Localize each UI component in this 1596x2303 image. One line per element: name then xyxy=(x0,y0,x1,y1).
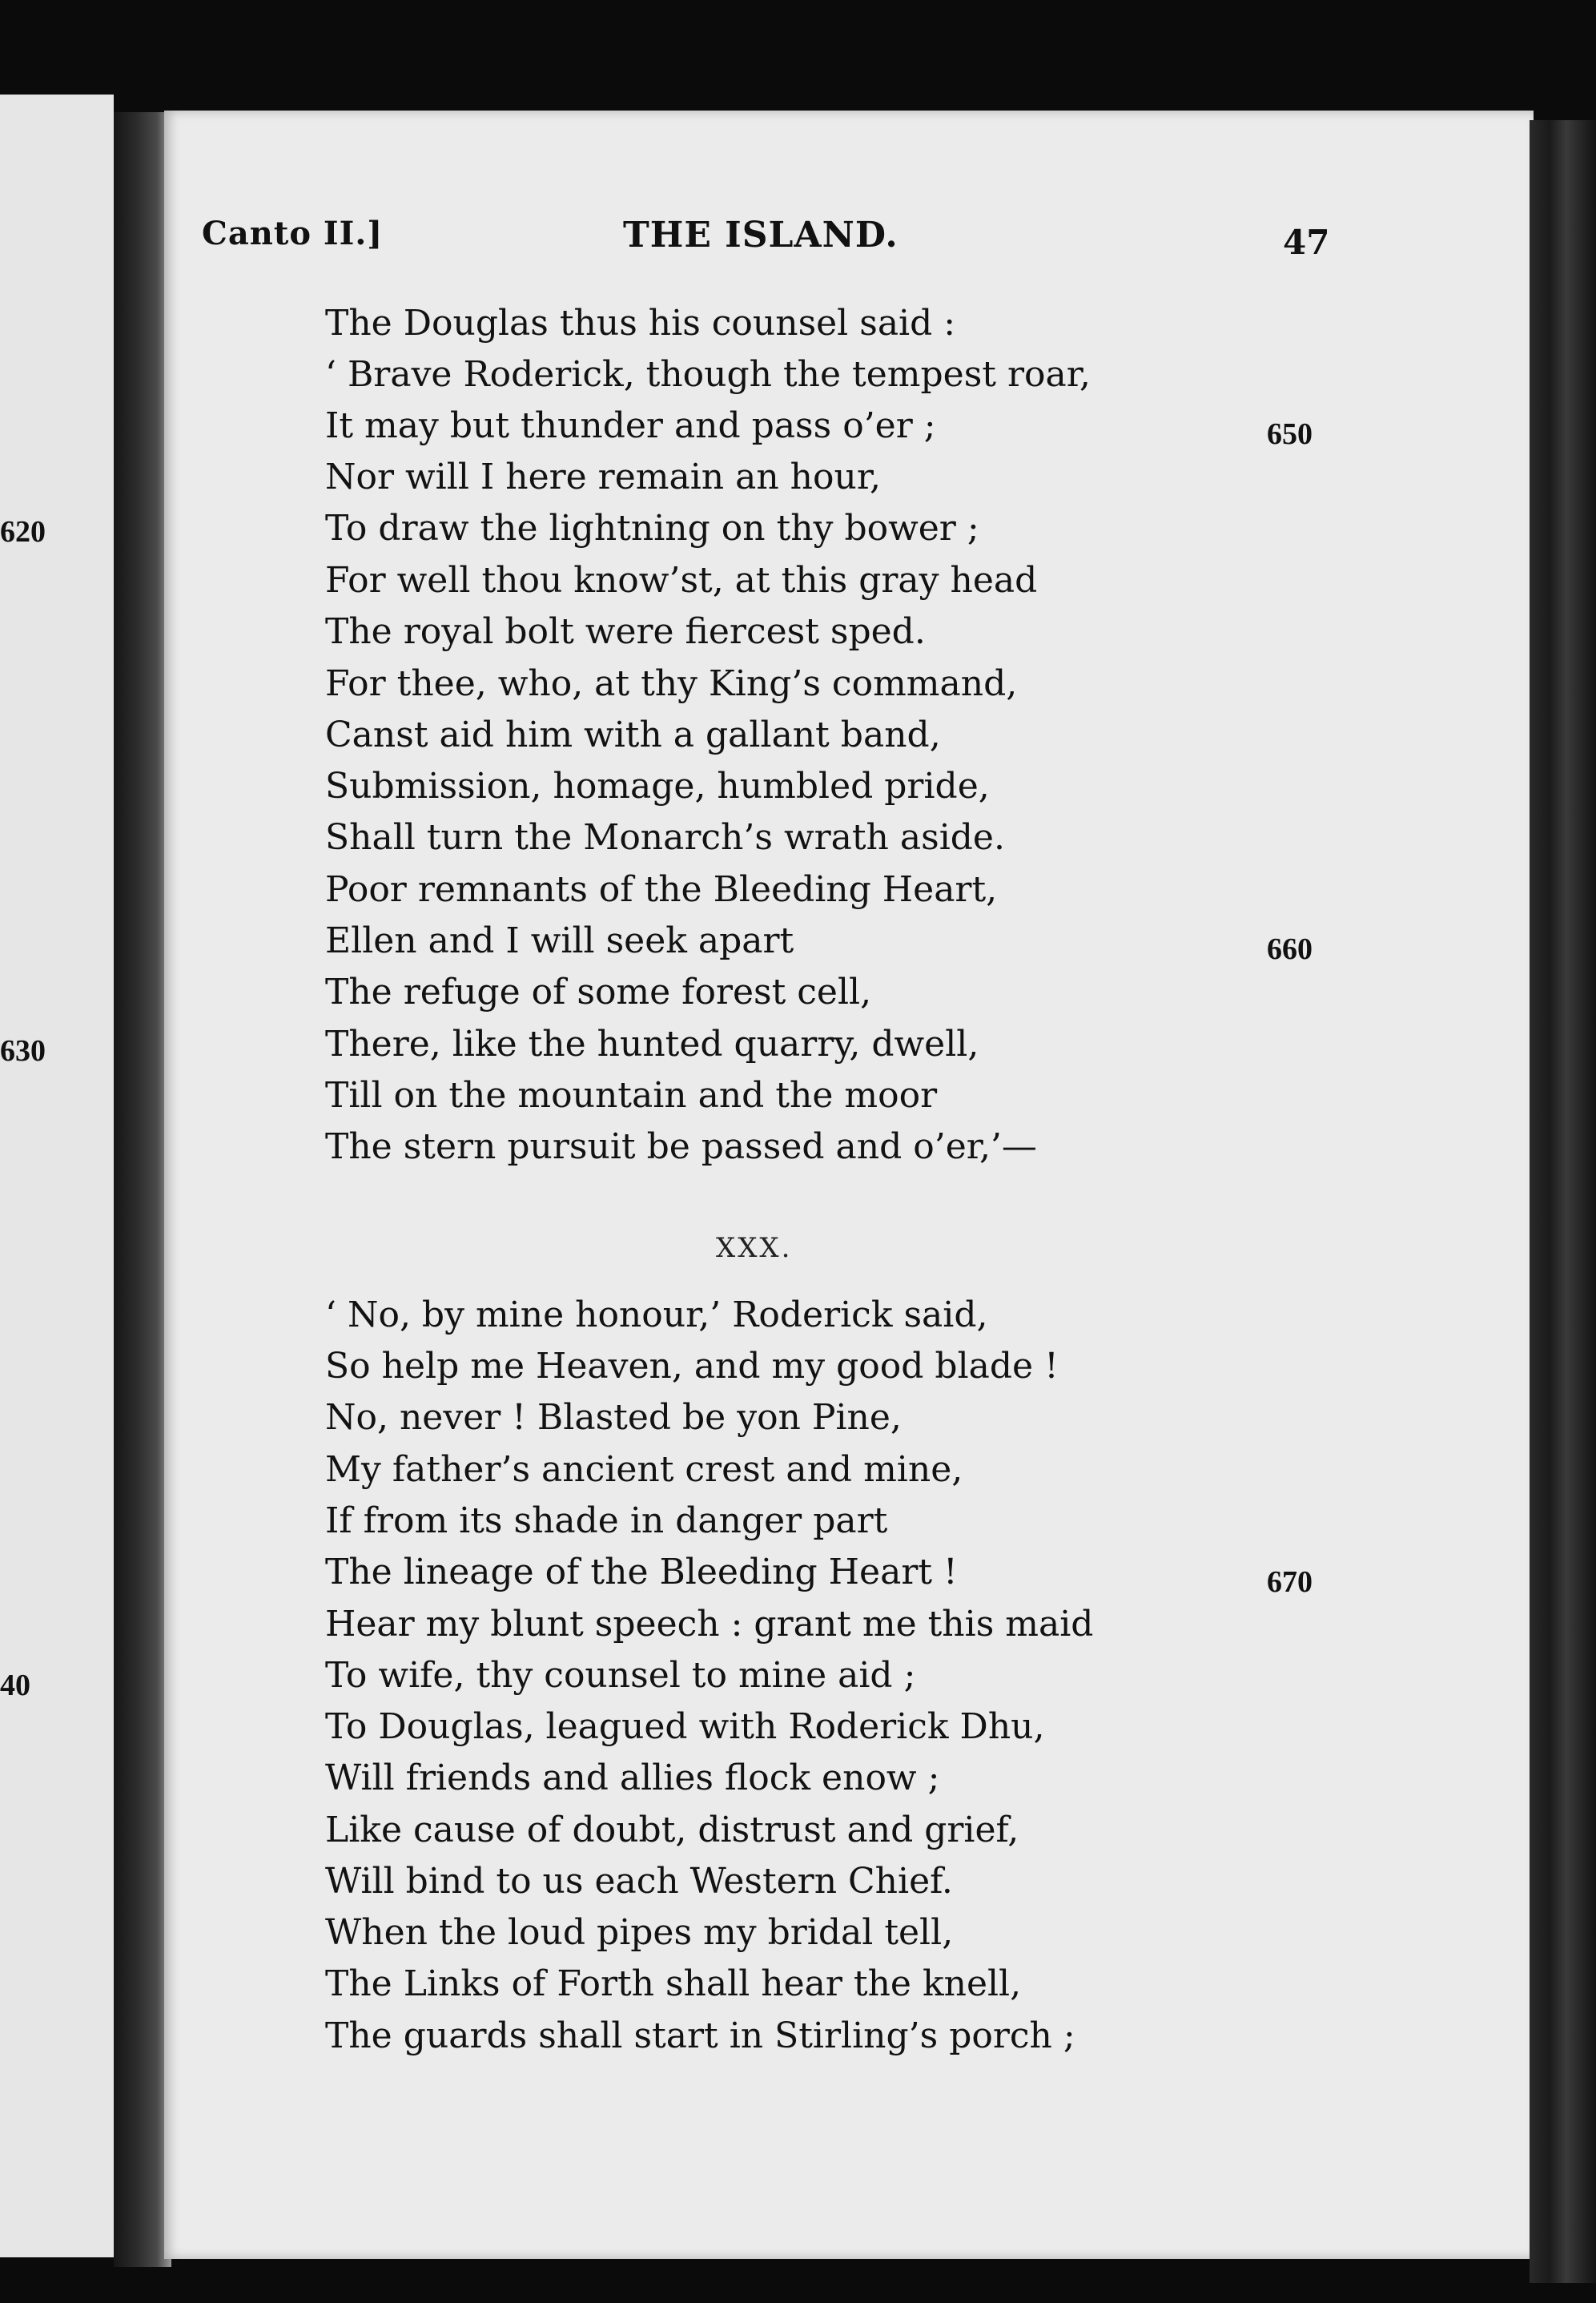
line-number: 650 xyxy=(1267,417,1313,451)
poem-line: The Links of Forth shall hear the knell, xyxy=(325,1963,1022,2004)
poem-line: Will bind to us each Western Chief. xyxy=(325,1861,953,1902)
facing-page-fragment xyxy=(0,95,114,2257)
facing-line-number: 40 xyxy=(0,1669,30,1702)
poem-line: The royal bolt were fiercest sped. xyxy=(325,611,926,652)
running-head-canto: Canto II.] xyxy=(202,215,384,252)
poem-line: The guards shall start in Stirling’s porch ; xyxy=(325,2015,1075,2056)
poem-line: To wife, thy counsel to mine aid ; xyxy=(325,1655,916,1696)
poem-line: There, like the hunted quarry, dwell, xyxy=(325,1024,979,1065)
poem-line: To Douglas, leagued with Roderick Dhu, xyxy=(325,1706,1045,1747)
facing-line-number: 620 xyxy=(0,515,46,549)
poem-line: No, never ! Blasted be yon Pine, xyxy=(325,1397,902,1438)
poem-line: It may but thunder and pass o’er ; xyxy=(325,405,936,446)
facing-line-number: 630 xyxy=(0,1034,46,1068)
poem-line: For well thou know’st, at this gray head xyxy=(325,560,1038,601)
poem-line: If from its shade in danger part xyxy=(325,1500,888,1541)
poem-line: ‘ Brave Roderick, though the tempest roar, xyxy=(325,354,1091,395)
poem-line: So help me Heaven, and my good blade ! xyxy=(325,1346,1059,1387)
poem-line: Hear my blunt speech : grant me this maid xyxy=(325,1604,1094,1645)
poem-line: Poor remnants of the Bleeding Heart, xyxy=(325,869,998,910)
line-number: 670 xyxy=(1267,1565,1313,1599)
poem-line: Will friends and allies flock enow ; xyxy=(325,1757,940,1798)
poem-line: Submission, homage, humbled pride, xyxy=(325,766,990,807)
poem-line: Like cause of doubt, distrust and grief, xyxy=(325,1810,1019,1850)
poem-line: Ellen and I will seek apart xyxy=(325,920,794,961)
running-head-title: THE ISLAND. xyxy=(623,215,899,256)
poem-line: Till on the mountain and the moor xyxy=(325,1075,938,1116)
stanza-heading: XXX. xyxy=(716,1232,793,1264)
book-gutter xyxy=(114,112,171,2267)
poem-line: Shall turn the Monarch’s wrath aside. xyxy=(325,817,1005,858)
page-edge xyxy=(1530,120,1596,2283)
line-number: 660 xyxy=(1267,932,1313,966)
page-number: 47 xyxy=(1283,223,1330,262)
poem-line: ‘ No, by mine honour,’ Roderick said, xyxy=(325,1294,988,1335)
poem-line: For thee, who, at thy King’s command, xyxy=(325,663,1018,704)
poem-line: The lineage of the Bleeding Heart ! xyxy=(325,1552,958,1592)
poem-line: The Douglas thus his counsel said : xyxy=(325,303,956,344)
poem-line: My father’s ancient crest and mine, xyxy=(325,1449,963,1490)
poem-line: Nor will I here remain an hour, xyxy=(325,457,882,497)
poem-line: The refuge of some forest cell, xyxy=(325,972,872,1013)
poem-line: Canst aid him with a gallant band, xyxy=(325,715,941,755)
poem-line: The stern pursuit be passed and o’er,’— xyxy=(325,1126,1037,1167)
poem-line: When the loud pipes my bridal tell, xyxy=(325,1912,954,1953)
poem-line: To draw the lightning on thy bower ; xyxy=(325,508,979,549)
